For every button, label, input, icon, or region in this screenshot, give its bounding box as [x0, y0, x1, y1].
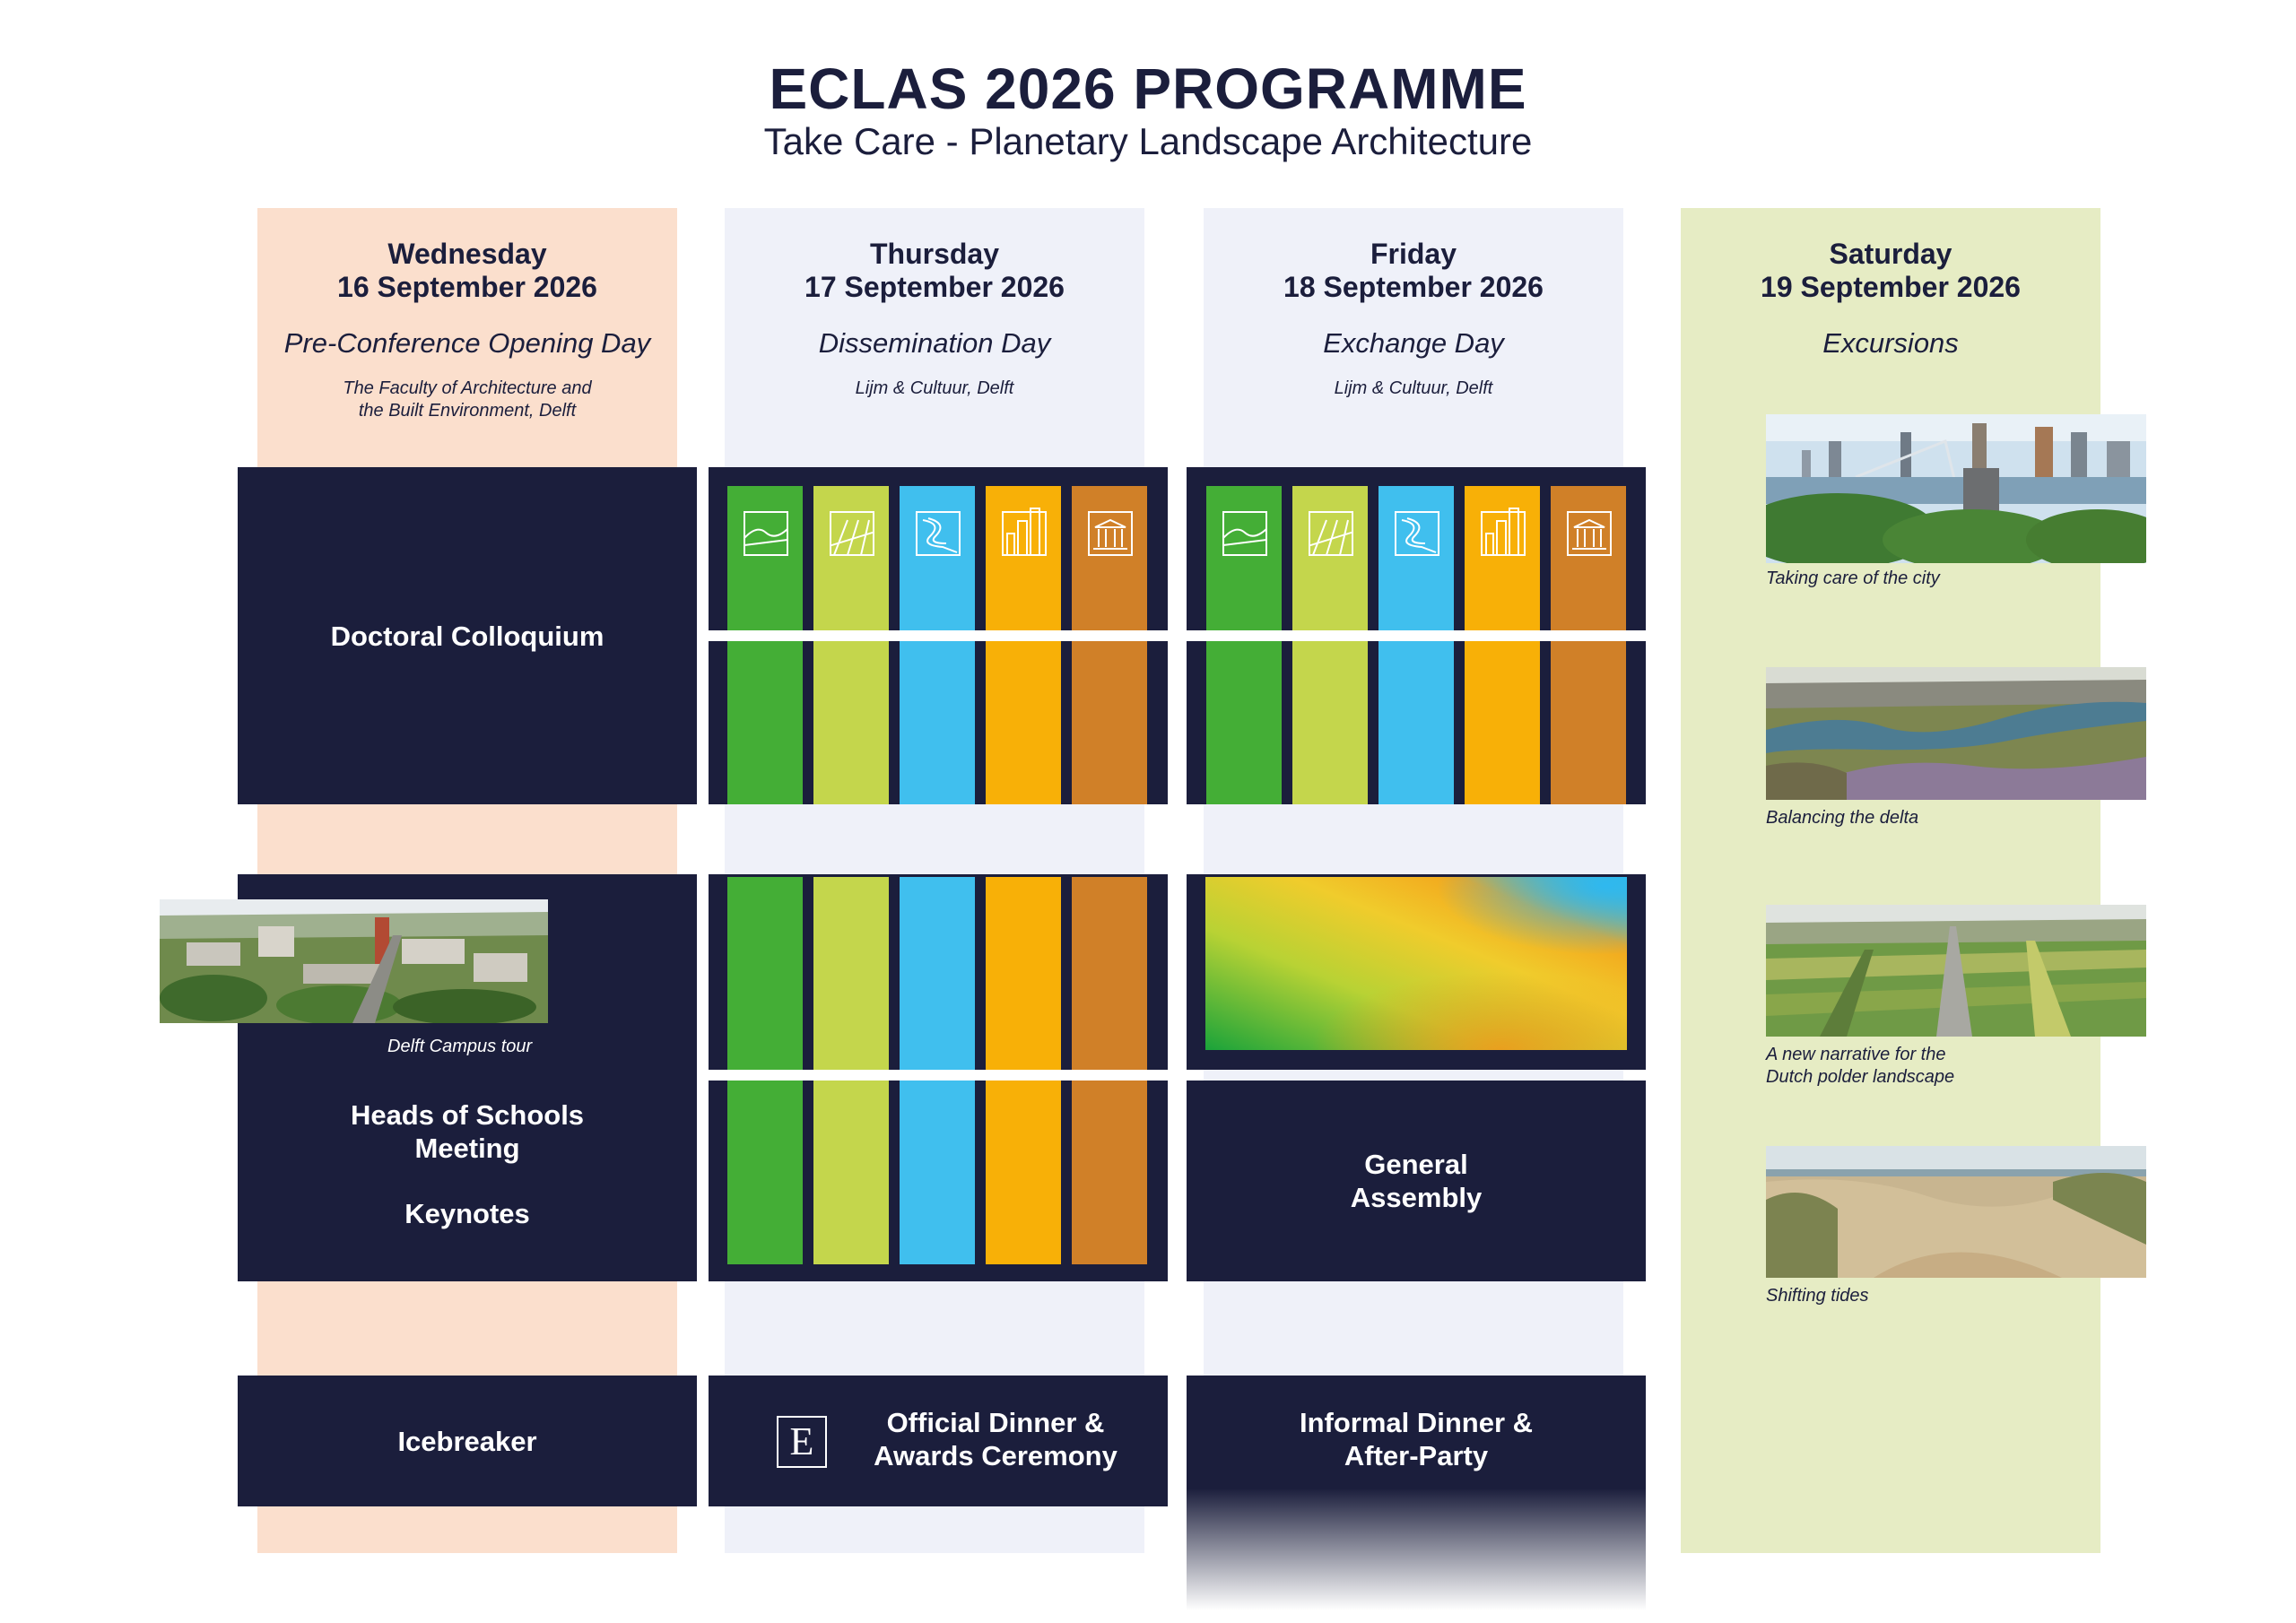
building-icon: [1567, 511, 1612, 556]
saturday-header: [1681, 238, 2100, 360]
page-subtitle: Take Care - Planetary Landscape Architecture: [763, 120, 1533, 162]
day-theme: Excursions: [1822, 327, 1959, 359]
excursion-city-photo: [1766, 414, 2146, 563]
assembly-line: Assembly: [1350, 1182, 1483, 1213]
exchange-block: [1187, 874, 1646, 1070]
session-divider: [709, 1070, 1168, 1081]
icebreaker-block: [238, 1376, 697, 1506]
doctoral-colloquium-label: Doctoral Colloquium: [330, 620, 604, 652]
day-venue: [257, 378, 677, 422]
day-date: 19 September 2026: [1761, 271, 2021, 303]
caption-line: A new narrative for the: [1766, 1045, 1946, 1064]
exchange-gradient: [1205, 877, 1627, 1050]
page-title: ECLAS 2026 PROGRAMME: [769, 56, 1527, 121]
heads-line: Meeting: [414, 1133, 520, 1164]
venue-line: the Built Environment, Delft: [358, 401, 577, 421]
field-icon: [1309, 511, 1353, 556]
day-name: Friday: [1370, 238, 1457, 270]
building-icon: [1088, 511, 1133, 556]
official-dinner-text: [834, 1406, 1157, 1472]
campus-tour-caption: Delft Campus tour: [387, 1037, 533, 1056]
session-divider: [1187, 630, 1646, 641]
field-icon: [830, 511, 874, 556]
day-theme: Pre-Conference Opening Day: [283, 327, 651, 359]
excursion-caption: [1766, 1044, 1954, 1089]
friday-header: [1204, 238, 1623, 400]
dinner-line: After-Party: [1344, 1440, 1489, 1471]
day-name: Thursday: [869, 238, 1000, 270]
dinner-line: Awards Ceremony: [874, 1440, 1118, 1471]
thursday-header: [725, 238, 1144, 400]
saturday-column: [1681, 208, 2100, 1553]
day-name: Saturday: [1829, 238, 1952, 270]
excursion-polder-photo: [1766, 905, 2146, 1037]
day-venue: Lijm & Cultuur, Delft: [855, 378, 1014, 398]
city-icon: [1002, 507, 1047, 556]
venue-line: The Faculty of Architecture and: [343, 378, 592, 398]
keynotes-label: Keynotes: [404, 1198, 530, 1229]
day-date: 18 September 2026: [1283, 271, 1544, 303]
delft-campus-photo: [160, 899, 548, 1023]
city-image: [1766, 414, 2146, 563]
wednesday-header: [257, 238, 677, 422]
river-icon: [916, 511, 961, 556]
excursion-dunes-photo: [1766, 1146, 2146, 1278]
landscape-icon: [1222, 511, 1267, 556]
dinner-line: Official Dinner &: [886, 1407, 1105, 1438]
excursion-delta-photo: [1766, 667, 2146, 800]
informal-dinner-text: [1187, 1406, 1646, 1472]
eclas-logo-icon: E: [777, 1416, 827, 1468]
day-name: Wednesday: [387, 238, 547, 270]
day-date: 17 September 2026: [804, 271, 1065, 303]
day-venue: Lijm & Cultuur, Delft: [1334, 378, 1493, 398]
excursion-caption: Balancing the delta: [1766, 808, 1919, 828]
heads-line: Heads of Schools: [350, 1099, 585, 1131]
day-theme: Exchange Day: [1323, 327, 1504, 359]
excursion-caption: Taking care of the city: [1766, 568, 1940, 588]
day-theme: Dissemination Day: [818, 327, 1051, 359]
excursion-caption: Shifting tides: [1766, 1286, 1869, 1306]
heads-of-schools-text: [238, 1098, 697, 1230]
day-date: 16 September 2026: [337, 271, 597, 303]
doctoral-colloquium-block: [238, 467, 697, 804]
delta-image: [1766, 667, 2146, 800]
informal-dinner-block: [1187, 1376, 1646, 1610]
assembly-line: General: [1364, 1149, 1468, 1180]
landscape-icon: [744, 511, 788, 556]
caption-line: Dutch polder landscape: [1766, 1067, 1955, 1087]
session-divider: [709, 630, 1168, 641]
dunes-image: [1766, 1146, 2146, 1278]
dinner-line: Informal Dinner &: [1299, 1407, 1534, 1438]
official-dinner-block: [709, 1376, 1168, 1506]
polder-image: [1766, 905, 2146, 1037]
river-icon: [1395, 511, 1439, 556]
city-icon: [1481, 507, 1526, 556]
icebreaker-label: Icebreaker: [397, 1425, 537, 1457]
campus-image: [160, 899, 548, 1023]
general-assembly-block: [1187, 1081, 1646, 1281]
